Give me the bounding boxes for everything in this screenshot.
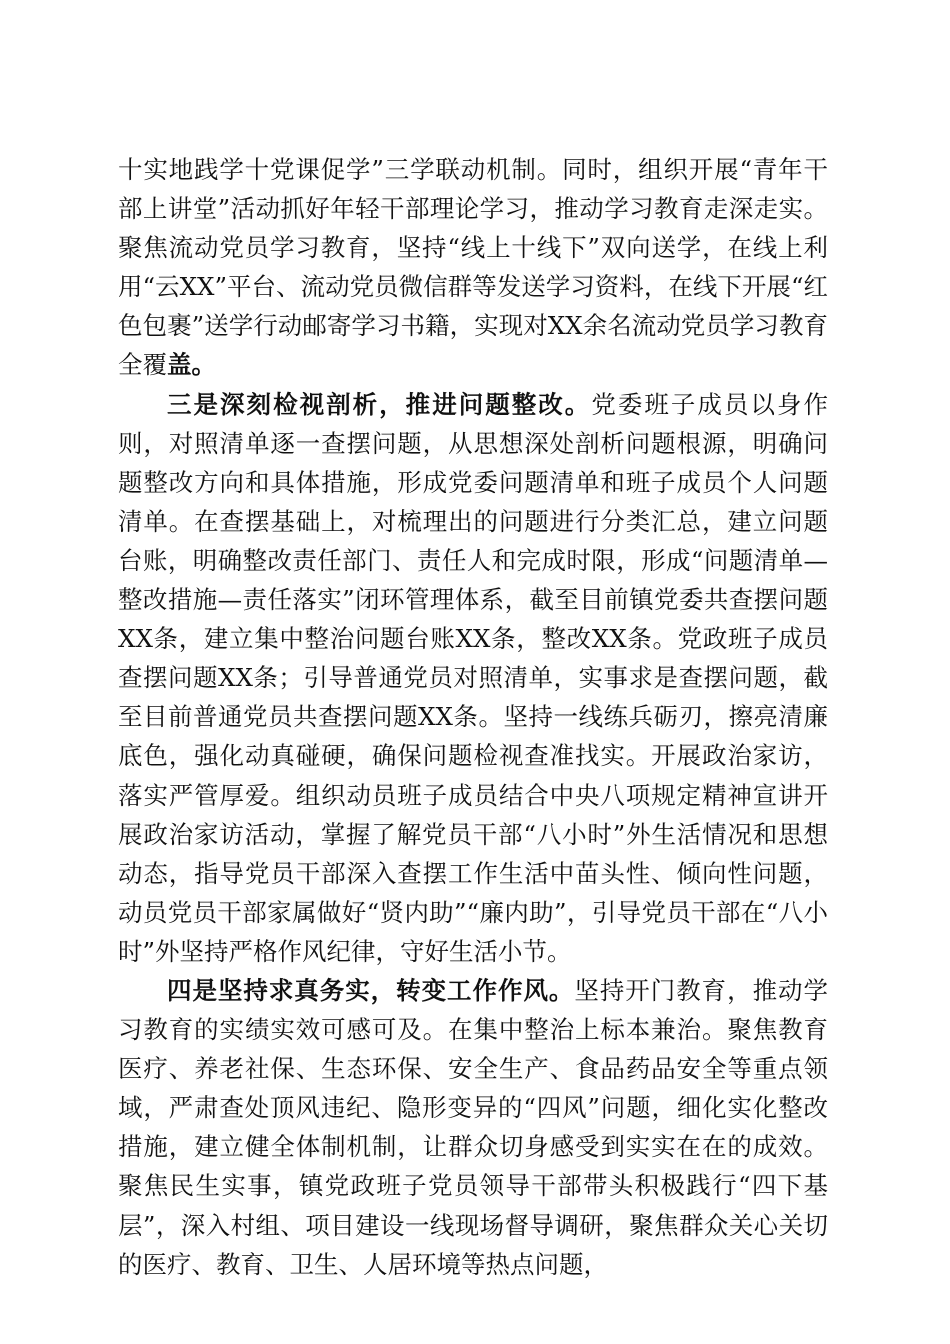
paragraph-1-tail: 盖。 <box>167 350 216 380</box>
paragraph-3-text: 坚持开门教育，推动学习教育的实绩实效可感可及。在集中整治上标本兼治。聚焦教育医疗、养老社保、生态环保、安全生产、食品药品安全等重点领域，严肃查处顶风违纪、隐形变异的“四风”问题，细化实化整改措施，建立健全体制机制，让群众切身感受到实实在在的成效。聚焦民生实事，镇党政班子党员领导干部带头积极践行“四下基层”，深入村组、项目建设一线现场督导调研，聚焦群众关心关切的医疗、教育、卫生、人居环境等热点问题， <box>118 975 828 1279</box>
document-body <box>118 150 828 1284</box>
paragraph-3 <box>118 971 828 1284</box>
paragraph-2 <box>118 385 828 971</box>
paragraph-2-text: 党委班子成员以身作则，对照清单逐一查摆问题，从思想深处剖析问题根源，明确问题整改方向和具体措施，形成党委问题清单和班子成员个人问题清单。在查摆基础上，对梳理出的问题进行分类汇总，建立问题台账，明确整改责任部门、责任人和完成时限，形成“问题清单—整改措施—责任落实”闭环管理体系，截至目前镇党委共查摆问题XX条，建立集中整治问题台账XX条，整改XX条。党政班子成员查摆问题XX条；引导普通党员对照清单，实事求是查摆问题，截至目前普通党员共查摆问题XX条。坚持一线练兵砺刃，擦亮清廉底色，强化动真碰硬，确保问题检视查准找实。开展政治家访，落实严管厚爱。组织动员班子成员结合中央八项规定精神宣讲开展政治家访活动，掌握了解党员干部“八小时”外生活情况和思想动态，指导党员干部深入查摆工作生活中苗头性、倾向性问题，动员党员干部家属做好“贤内助”“廉内助”，引导党员干部在“八小时”外坚持严格作风纪律，守好生活小节。 <box>118 389 829 966</box>
paragraph-2-heading: 三是深刻检视剖析，推进问题整改。 <box>167 389 592 419</box>
paragraph-3-heading: 四是坚持求真务实，转变工作作风。 <box>167 975 575 1005</box>
paragraph-1 <box>118 150 828 385</box>
paragraph-1-text: 十实地践学十党课促学”三学联动机制。同时，组织开展“青年干部上讲堂”活动抓好年轻干部理论学习，推动学习教育走深走实。聚焦流动党员学习教育，坚持“线上十线下”双向送学，在线上利用“云XX”平台、流动党员微信群等发送学习资料，在线下开展“红色包裹”送学行动邮寄学习书籍，实现对XX余名流动党员学习教育全覆 <box>118 155 828 380</box>
